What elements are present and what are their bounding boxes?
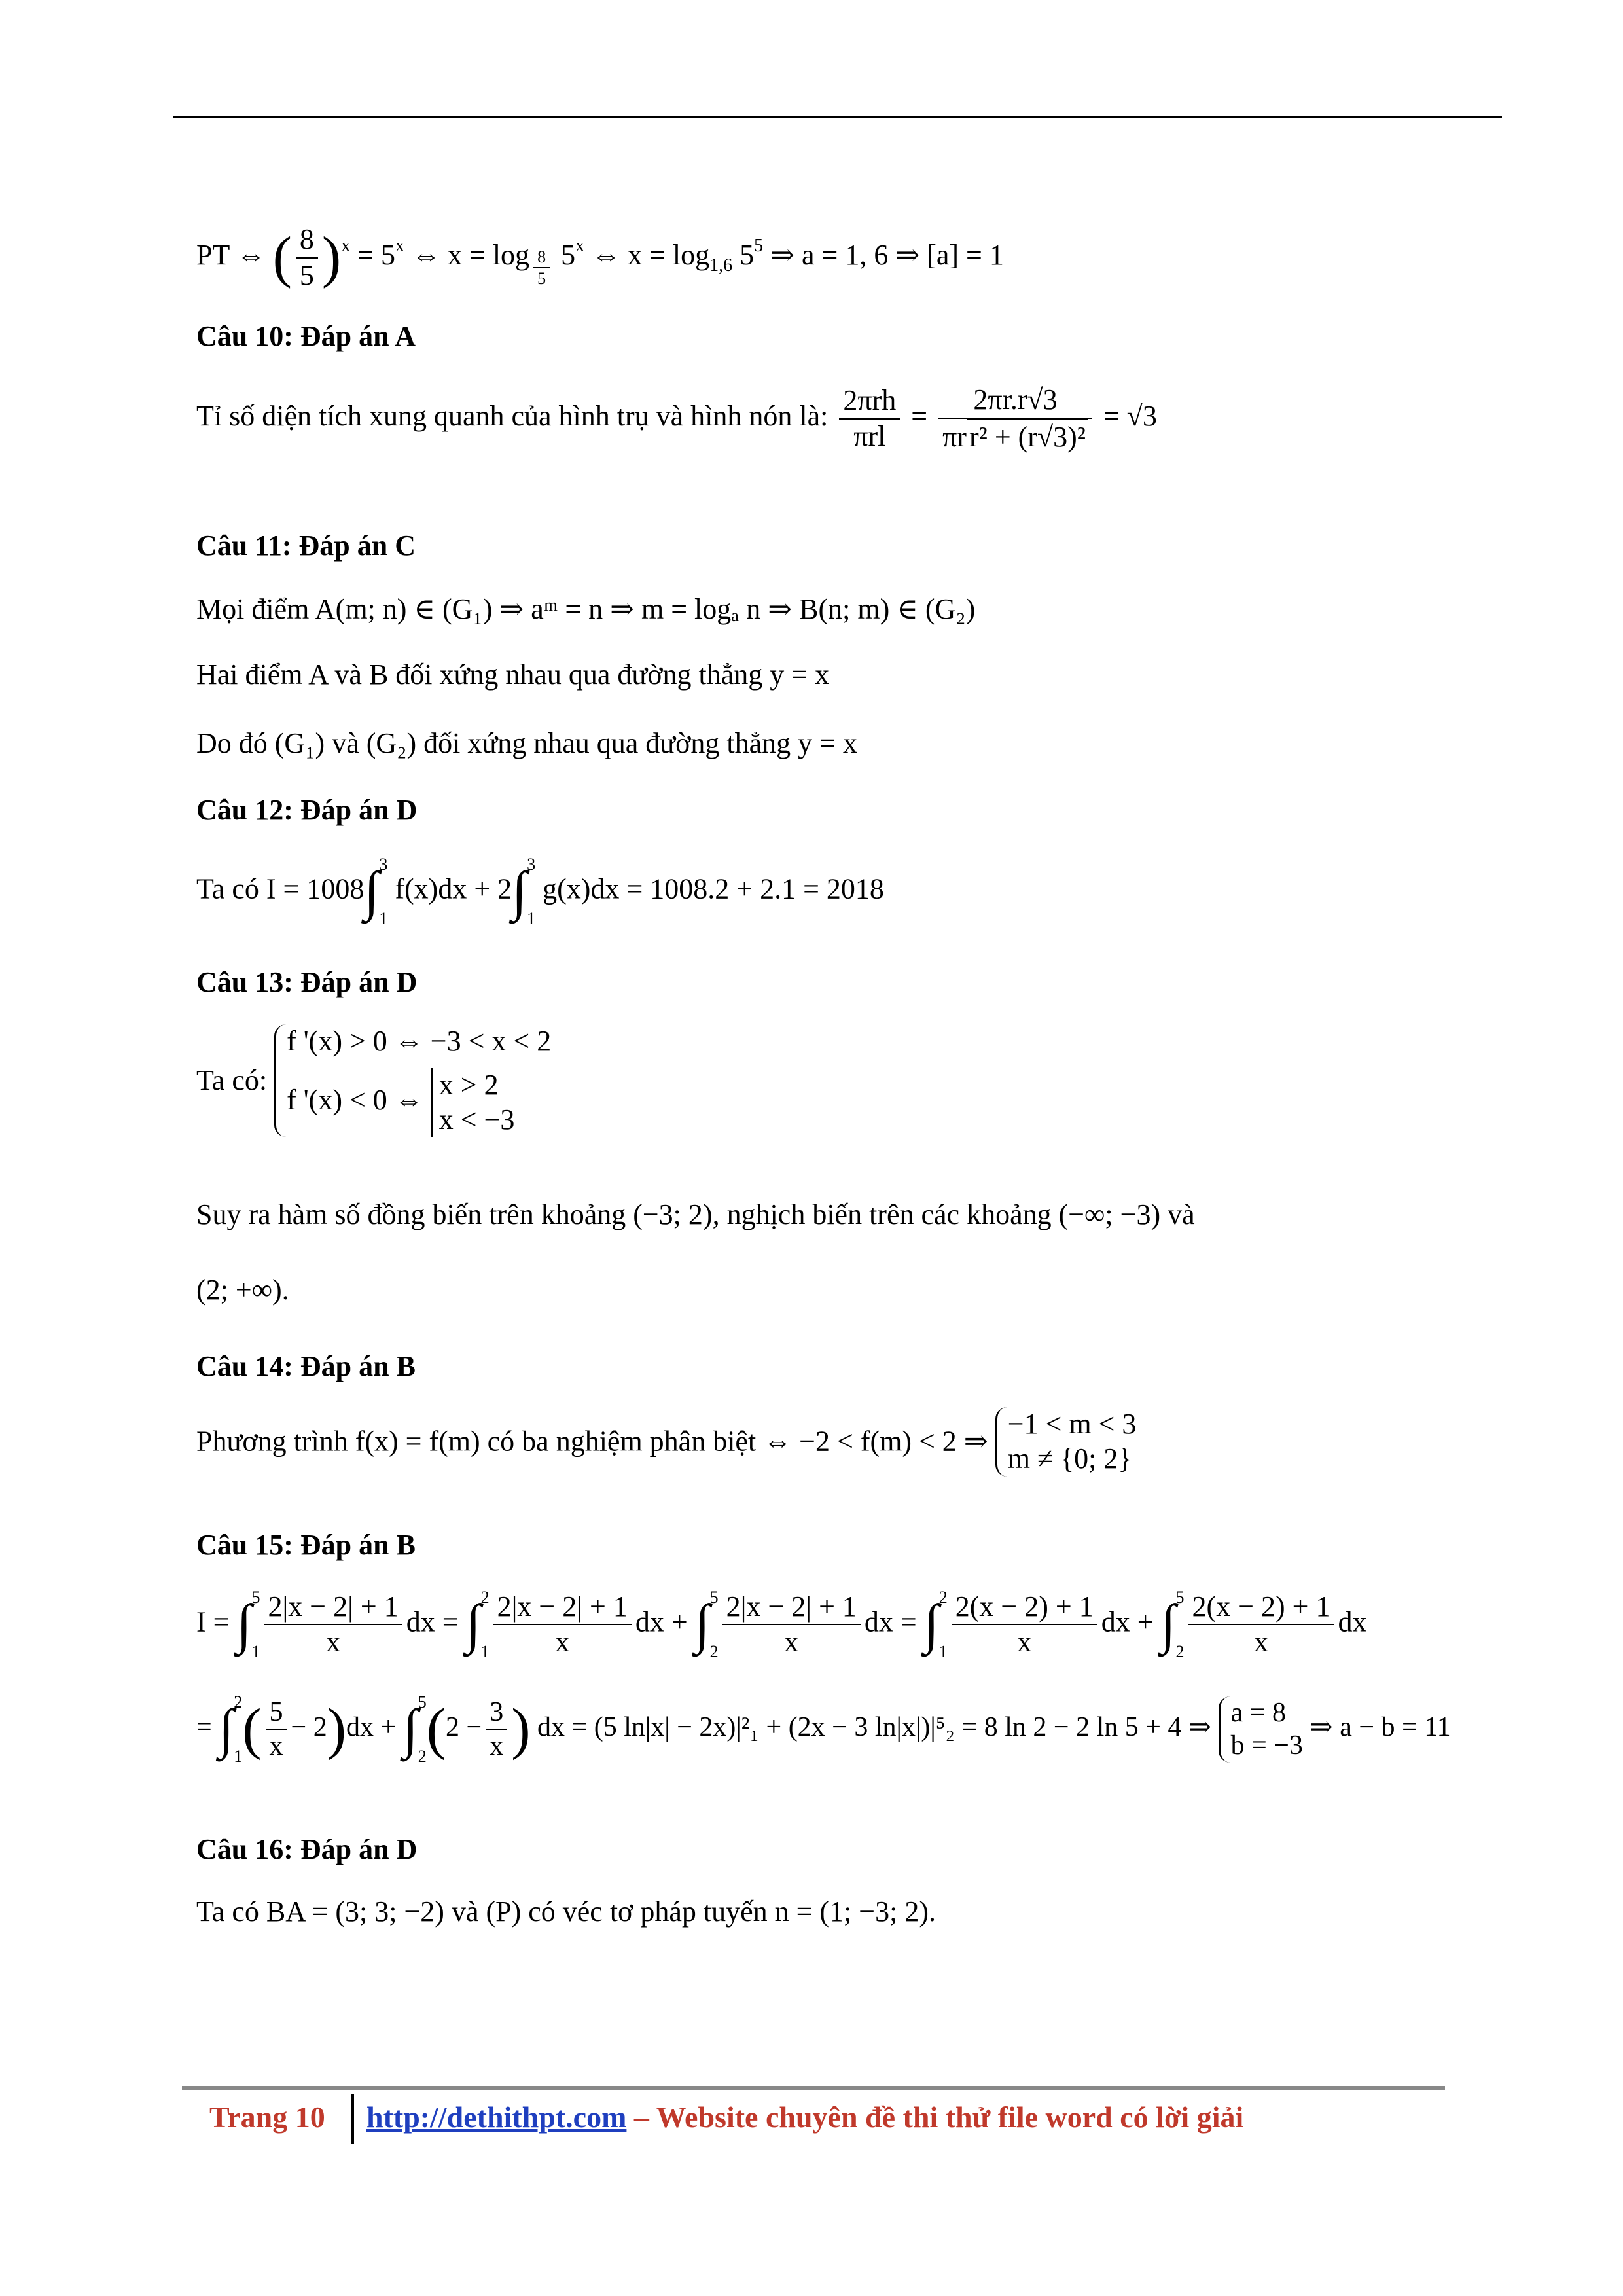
footer-separator [351, 2094, 354, 2144]
q13-system: Ta có: f '(x) > 0 ⇔ −3 < x < 2 f '(x) < 0 ⇔ x > 2 x < −3 [196, 1024, 551, 1137]
q16-heading: Câu 16: Đáp án D [196, 1833, 418, 1865]
q11-line2: Hai điểm A và B đối xứng nhau qua đường thẳng y = x [196, 658, 830, 691]
header-rule [173, 116, 1502, 118]
q15-line-1: I = ∫5 1 $\frac{2|x - 2| + 1}{x}$ dx = ∫2 1 $\frac{2|x - 2| + 1}{x}$ dx + ∫5 2 $\frac{2|x - 2| + 1}{x}$ dx = ∫2 1 $\frac{2(x - 2) + 1}{x}$ dx + ∫5 2 $\frac{2(x - 2) + 1}{x}$ dx [196, 1588, 1367, 1662]
q11-line3: Do đó (G₁) và (G₂) đối xứng nhau qua đường thẳng y = x [196, 727, 857, 759]
q13-heading: Câu 13: Đáp án D [196, 966, 418, 998]
site-link[interactable]: http://dethithpt.com [366, 2100, 627, 2134]
page-number: Trang 10 [209, 2100, 325, 2134]
intro-equation: PT ⇔ ( $\frac{8}{5}$ )$^x = 5^x$ ⇔ x = log $\frac{8}{5}$ 5$^x$ ⇔ $x = \log_{1,6} 5^5$ ⇒ a = 1, 6 ⇒ [a] = 1 [196, 223, 1004, 291]
q15-line-2: = ∫2 1( $\frac{5}{x}$ − 2)dx + ∫5 2(2 − $\frac{3}{x}$ ) dx = (5 ln|x| − 2x)|²₁ + (2x − 3 ln|x|)|⁵₂ = 8 ln 2 − 2 ln 5 + 4 ⇒ a = 8 b = −3 ⇒ a − b = 11 [196, 1693, 1451, 1767]
site-tagline: – Website chuyên đề thi thử file word có lời giải [626, 2100, 1244, 2134]
q13-conclusion-2: (2; +∞). [196, 1274, 289, 1306]
q12-body: Ta có I = 1008∫3 1 f(x)dx + 2∫3 1 g(x)dx = 1008.2 + 2.1 = 2018 [196, 855, 884, 929]
q12-heading: Câu 12: Đáp án D [196, 794, 418, 826]
footer-site [366, 2100, 1243, 2134]
q10-body: Tỉ số diện tích xung quanh của hình trụ và hình nón là: $\frac{\text{2πrh}}{\text{πrl}}$ = $\frac{2\pi r.r√3}{\text{πrr² + (r√3)²}}$ = √3 [196, 383, 1157, 455]
q10-heading: Câu 10: Đáp án A [196, 320, 416, 352]
footer-rule [182, 2086, 1445, 2090]
q11-line1: Mọi điểm A(m; n) ∈ (G₁) ⇒ aᵐ = n ⇒ m = logₐ n ⇒ B(n; m) ∈ (G₂) [196, 593, 976, 625]
q16-body: Ta có BA = (3; 3; −2) và (P) có véc tơ pháp tuyến n = (1; −3; 2). [196, 1895, 936, 1928]
q14-heading: Câu 14: Đáp án B [196, 1350, 416, 1382]
q11-heading: Câu 11: Đáp án C [196, 529, 416, 562]
q15-heading: Câu 15: Đáp án B [196, 1529, 416, 1561]
q14-body: Phương trình f(x) = f(m) có ba nghiệm phân biệt ⇔ −2 < f(m) < 2 ⇒ −1 < m < 3 m ≠ {0; 2} [196, 1407, 1136, 1477]
q13-conclusion-1: Suy ra hàm số đồng biến trên khoảng (−3; 2), nghịch biến trên các khoảng (−∞; −3) và [196, 1198, 1195, 1230]
